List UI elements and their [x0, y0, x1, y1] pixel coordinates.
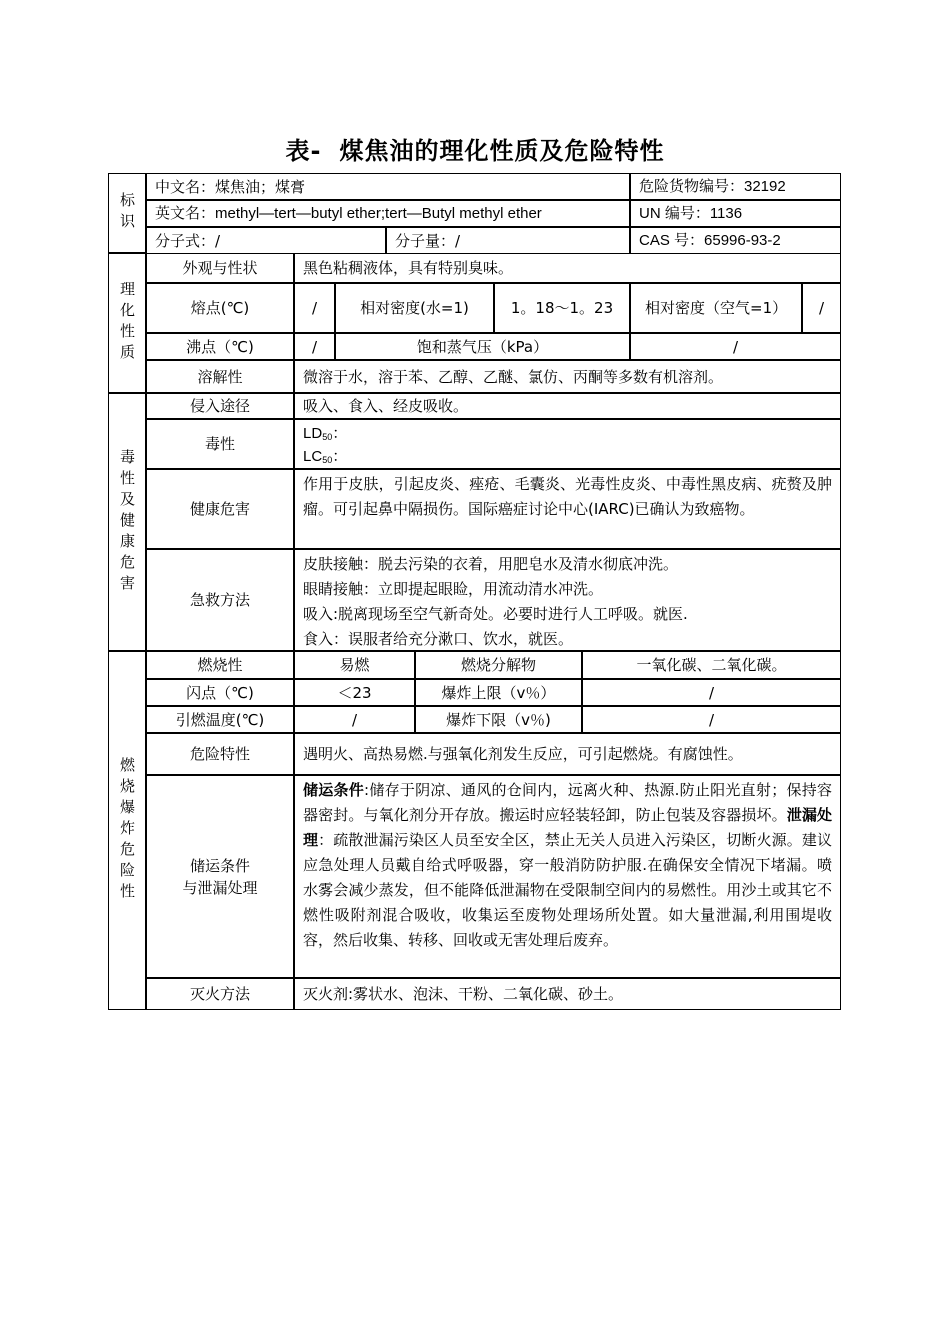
hazard-value: 遇明火、高热易燃.与强氧化剂发生反应，可引起燃烧。有腐蚀性。 — [294, 733, 841, 775]
vapor-label: 饱和蒸气压（kPa） — [335, 333, 630, 360]
extinguish-value: 灭火剂:雾状水、泡沫、干粉、二氧化碳、砂土。 — [294, 978, 841, 1010]
flash-label: 闪点（℃) — [146, 679, 294, 706]
cas-cell: CAS 号：65996-93-2 — [630, 227, 841, 254]
firstaid-eye: 眼睛接触：立即提起眼睑，用流动清水冲洗。 — [303, 580, 604, 598]
un-no-cell: UN 编号：1136 — [630, 200, 841, 227]
route-value: 吸入、食入、经皮吸收。 — [294, 393, 841, 419]
vapor-value: / — [630, 333, 841, 360]
storage-label-line1: 储运条件 — [189, 856, 250, 875]
health-value: 作用于皮肤，引起皮炎、痤疮、毛囊炎、光毒性皮炎、中毒性黑皮病、疣赘及肿瘤。可引起鼻中隔损伤。国际癌症讨论中心(IARC)已确认为致癌物。 — [294, 469, 841, 549]
leak-head: 泄漏处理 — [303, 806, 832, 849]
storage-head: 储运条件 — [303, 781, 365, 799]
title-prefix: 表- — [285, 137, 322, 165]
formula-cell: 分子式：/ — [146, 227, 386, 254]
lower-label: 爆炸下限（v％) — [415, 706, 582, 733]
solubility-value: 微溶于水，溶于苯、乙醇、乙醚、氯仿、丙酮等多数有机溶剂。 — [294, 360, 841, 393]
lower-value: / — [582, 706, 841, 733]
storage-text: :储存于阴凉、通风的仓间内，远离火种、热源.防止阳光直射；保持容器密封。与氧化剂分开存放。搬运时应轻装轻卸，防止包装及容器损坏。 — [303, 781, 832, 824]
flammability-value: 易燃 — [294, 651, 415, 679]
melting-value: / — [294, 283, 335, 333]
firstaid-value — [294, 549, 841, 651]
storage-label — [146, 775, 294, 978]
rel-density-air-label: 相对密度（空气=1） — [630, 283, 802, 333]
section-fire: 燃烧爆炸危险性 — [108, 651, 146, 1010]
rel-density-water-value: 1。18～1。23 — [494, 283, 630, 333]
hazard-label: 危险特性 — [146, 733, 294, 775]
upper-label: 爆炸上限（v％） — [415, 679, 582, 706]
storage-value — [294, 775, 841, 978]
ignition-label: 引燃温度(℃) — [146, 706, 294, 733]
firstaid-label: 急救方法 — [146, 549, 294, 651]
firstaid-ingest: 食入：误服者给充分漱口、饮水，就医。 — [303, 630, 574, 648]
rel-density-air-value: / — [802, 283, 841, 333]
rel-density-water-label: 相对密度(水=1) — [335, 283, 494, 333]
boiling-value: / — [294, 333, 335, 360]
melting-label: 熔点(℃) — [146, 283, 294, 333]
en-name-cell: 英文名：methyl—tert—butyl ether;tert—Butyl methyl ether — [146, 200, 630, 227]
tox-label: 毒性 — [146, 419, 294, 469]
appearance-label: 外观与性状 — [146, 253, 294, 283]
decomp-value: 一氧化碳、二氧化碳。 — [582, 651, 841, 679]
firstaid-inhale: 吸入:脱离现场至空气新奇处。必要时进行人工呼吸。就医. — [303, 605, 688, 623]
ld50-line: $LD_{50}$： — [303, 425, 348, 442]
mol-weight-cell: 分子量：/ — [386, 227, 630, 254]
boiling-label: 沸点（℃) — [146, 333, 294, 360]
route-label: 侵入途径 — [146, 393, 294, 419]
lc50-line: $LC_{50}$： — [303, 448, 348, 465]
decomp-label: 燃烧分解物 — [415, 651, 582, 679]
solubility-label: 溶解性 — [146, 360, 294, 393]
appearance-value: 黑色粘稠液体，具有特别臭味。 — [294, 253, 841, 283]
upper-value: / — [582, 679, 841, 706]
section-identification: 标识 — [108, 173, 146, 253]
title-main: 煤焦油的理化性质及危险特性 — [339, 137, 665, 165]
tox-value — [294, 419, 841, 469]
cn-name-cell: 中文名：煤焦油；煤膏 — [146, 173, 630, 200]
flammability-label: 燃烧性 — [146, 651, 294, 679]
ignition-value: / — [294, 706, 415, 733]
extinguish-label: 灭火方法 — [146, 978, 294, 1010]
hazard-no-cell: 危险货物编号：32192 — [630, 173, 841, 200]
storage-label-line2: 与泄漏处理 — [182, 878, 258, 897]
firstaid-skin: 皮肤接触：脱去污染的衣着，用肥皂水及清水彻底冲洗。 — [303, 555, 679, 573]
section-physchem: 理化性质 — [108, 253, 146, 393]
section-toxicity: 毒性及健康危害 — [108, 393, 146, 651]
leak-text: ：疏散泄漏污染区人员至安全区，禁止无关人员进入污染区，切断火源。建议应急处理人员戴自给式呼吸器，穿一般消防防护服.在确保安全情况下堵漏。喷水雾会减少蒸发，但不能降低泄漏物在受限制空间内的易燃性。用沙土或其它不燃性吸附剂混合吸收，收集运至废物处理场所处置。如大量泄漏,利用围堤收容，然后收集、转移、回收或无害处理后废弃。 — [303, 831, 832, 949]
health-label: 健康危害 — [146, 469, 294, 549]
flash-value: ＜23 — [294, 679, 415, 706]
